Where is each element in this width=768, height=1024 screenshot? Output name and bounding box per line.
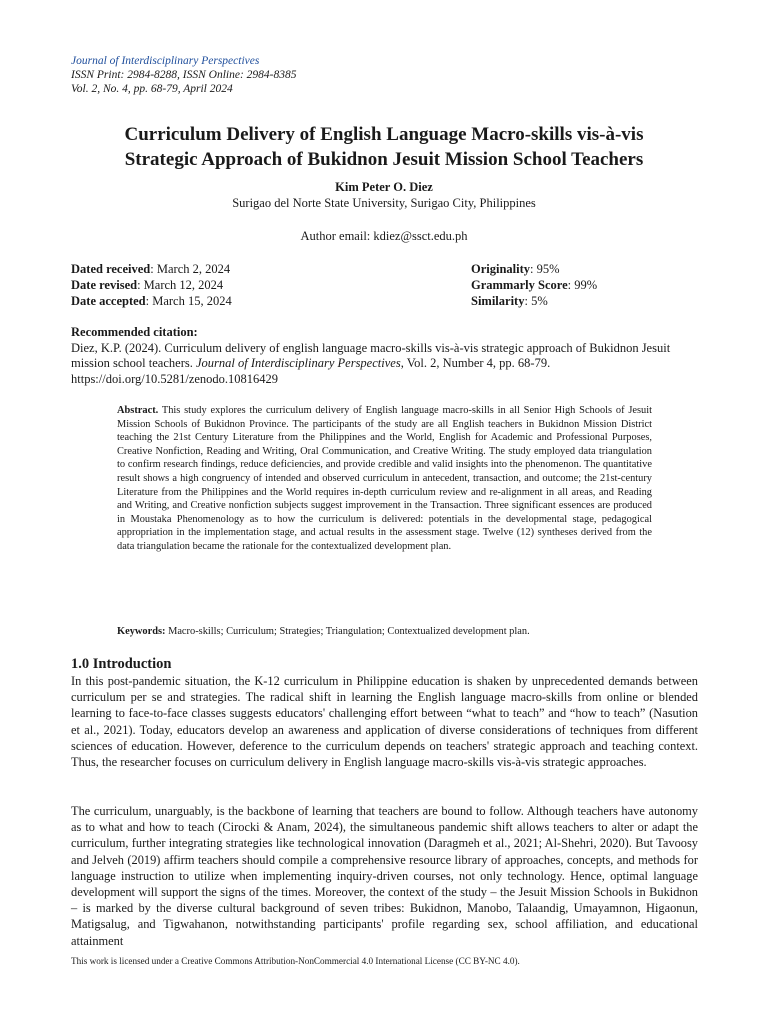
keywords-label: Keywords: <box>117 626 166 637</box>
journal-issn: ISSN Print: 2984-8288, ISSN Online: 2984-8385 <box>71 69 297 81</box>
author-email[interactable]: Author email: kdiez@ssct.edu.ph <box>300 229 468 243</box>
score-grammarly: Grammarly Score: 99% <box>471 278 598 292</box>
journal-name[interactable]: Journal of Interdisciplinary Perspectives <box>71 55 260 67</box>
citation-heading: Recommended citation: <box>71 325 198 339</box>
paper-title <box>40 122 728 172</box>
citation-doi-link[interactable]: https://doi.org/10.5281/zenodo.10816429 <box>71 371 279 386</box>
keywords <box>117 625 652 639</box>
intro-paragraph-1: In this post-pandemic situation, the K-12 curriculum in Philippine education is shaken by unprecedented demands between curriculum per se and strategies. The radical shift in learning the English language macro-skills from online or blended learning to face-to-face classes suggests educators' challenging effort between “what to teach” and “how to teach” (Nasution et al., 2021). Today, educators develop an awareness and application of diverse considerations of techniques from different sciences of education. However, deference to the curriculum depends on teachers' strategic approach and teaching context. Thus, the researcher focuses on curriculum delivery in English language macro-skills vis-à-vis strategic approaches. <box>71 674 698 770</box>
license-footer[interactable]: This work is licensed under a Creative Commons Attribution-NonCommercial 4.0 International License (CC BY-NC 4.0). <box>71 956 520 966</box>
paper-title-line2: Strategic Approach of Bukidnon Jesuit Mission School Teachers <box>124 149 644 170</box>
author-affiliation: Surigao del Norte State University, Surigao City, Philippines <box>232 196 536 210</box>
date-revised: Date revised: March 12, 2024 <box>71 278 224 292</box>
scores-block <box>471 261 597 309</box>
journal-volume: Vol. 2, No. 4, pp. 68-79, April 2024 <box>71 83 233 95</box>
journal-header <box>71 54 297 96</box>
keywords-text: Macro-skills; Curriculum; Strategies; Triangulation; Contextualized development plan. <box>165 626 530 637</box>
paper-title-line1: Curriculum Delivery of English Language Macro-skills vis-à-vis <box>124 124 644 145</box>
abstract-label: Abstract. <box>117 405 159 416</box>
citation-text: Diez, K.P. (2024). Curriculum delivery of english language macro-skills vis-à-vis strategic approach of Bukidnon Jesuit mission school teachers. Journal of Interdisciplinary Perspectives, Vol. 2, Number 4, pp. 68-79. <box>71 340 671 370</box>
abstract-text: This study explores the curriculum delivery of English language macro-skills in all Senior High Schools of Jesuit Mission Schools of Bukidnon Province. The participants of the study are all English teachers in Bukidnon Mission District teaching the 21st Century Literature from the Philippines and the World, English for Academic and Professional Purposes, Creative Nonfiction, Reading and Writing, Oral Communication, and Creative Writing. The study employed data triangulation to confirm research findings, reduce deficiencies, and provide credible and valid insights into the phenomenon. The quantitative result shows a high congruency of intended and observed curriculum in antecedent, transaction, and outcome; the 21st-century Literature from the Philippines and the World requires in-depth curriculum review and re-alignment in all areas, and Reading and Writing, and Creative nonfiction subjects suggest improvement in the Transaction. Three significant essences are produced in Moustaka Phenomenology as to how the curriculum is delivered: potentials in the developmental stage, pedagogical appropriation in the implementation stage, and actual results in the assessment stage. Twelve (12) syntheses derived from the data triangulation became the rationale for the contextualized development plan. <box>117 405 652 552</box>
date-received: Dated received: March 2, 2024 <box>71 262 231 276</box>
section-heading-introduction: 1.0 Introduction <box>71 656 172 672</box>
score-similarity: Similarity: 5% <box>471 294 548 308</box>
abstract <box>117 404 652 554</box>
dates-block <box>71 261 232 309</box>
intro-paragraph-2: The curriculum, unarguably, is the backbone of learning that teachers are bound to follow. Although teachers have autonomy as to what and how to teach (Cirocki & Anam, 2024), the simultaneous pandemic shift allows teachers to alter or adapt the curriculum, further integrating strategies like technological innovation (Daragmeh et al., 2021; Al-Shehri, 2020). But Tavoosy and Jelveh (2019) affirm teachers should compile a comprehensive resource library of approaches, concepts, and methods for language instruction to utilize when implementing inquiry-driven courses, not only technology. Hence, optimal language development will support the signs of the times. Moreover, the context of the study – the Jesuit Mission Schools in Bukidnon – is marked by the diverse cultural background of seven tribes: Bukidnon, Manobo, Talaandig, Umayamnon, Higaonun, Matigsalug, and Tigwahanon, notwithstanding participants' profile regarding sex, school affiliation, and educational attainment <box>71 804 698 948</box>
date-accepted: Date accepted: March 15, 2024 <box>71 294 232 308</box>
recommended-citation <box>71 325 698 387</box>
score-originality: Originality: 95% <box>471 262 560 276</box>
author-name: Kim Peter O. Diez <box>335 180 433 194</box>
